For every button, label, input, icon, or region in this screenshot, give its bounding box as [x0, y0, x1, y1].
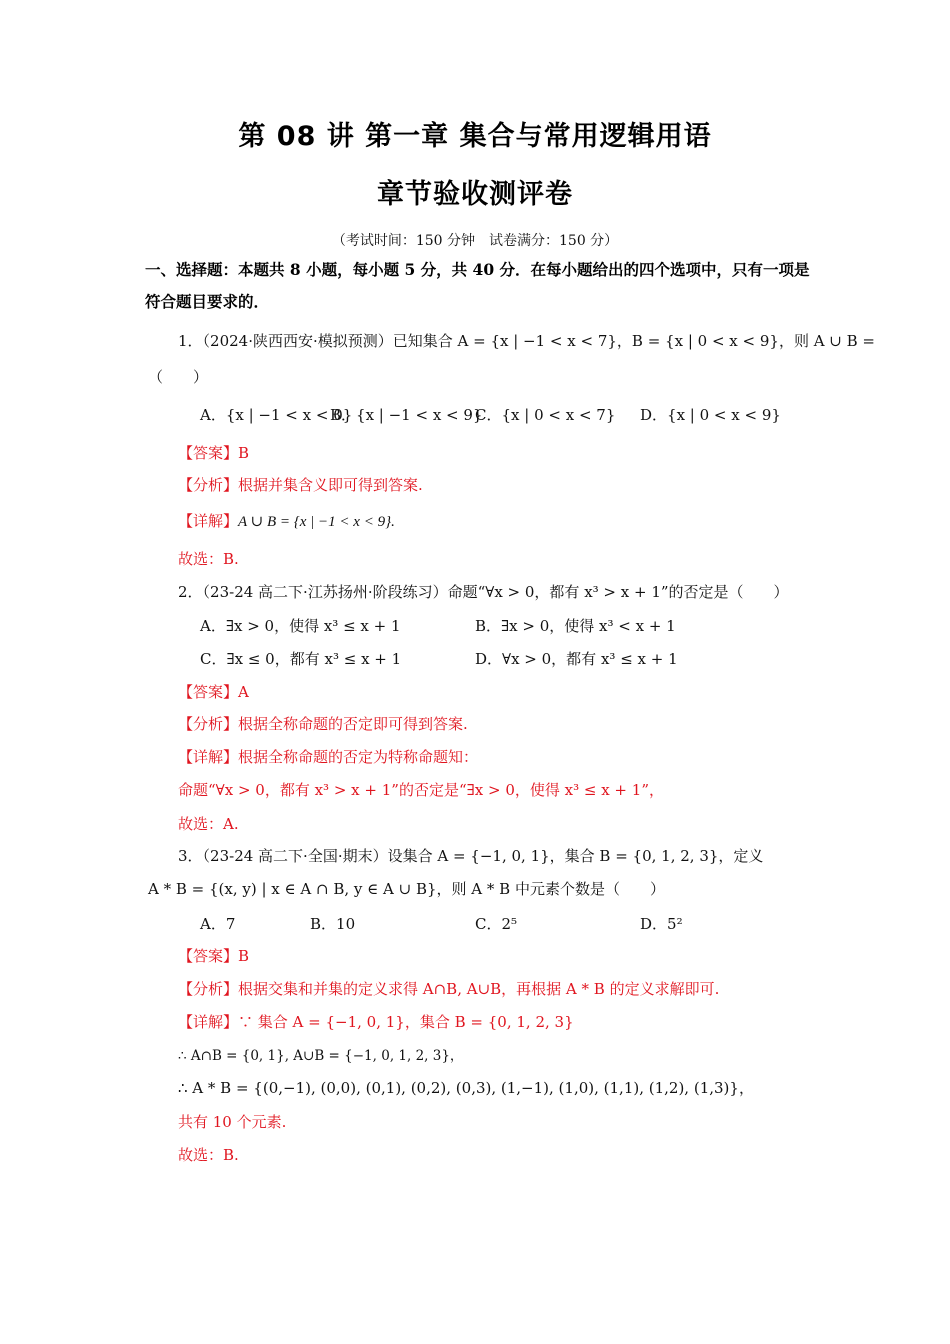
q1-option-b: B．{x | −1 < x < 9}: [330, 406, 483, 424]
q1-option-a: A．{x | −1 < x < 0}: [200, 406, 353, 424]
q2-stem: 2．（23-24 高二下·江苏扬州·阶段练习）命题“∀x > 0，都有 x³ > x + 1”的否定是（ ）: [178, 583, 789, 601]
q2-analysis: [178, 713, 468, 734]
q1-paren: （ ）: [148, 368, 209, 386]
q3-option-a: A．7: [200, 915, 236, 933]
answer-tag: 【答案】: [178, 444, 239, 462]
detail-tag: 【详解】: [178, 1013, 239, 1031]
q2-option-c: C．∃x ≤ 0，都有 x³ ≤ x + 1: [200, 650, 402, 668]
answer-tag: 【答案】: [178, 683, 239, 701]
q2-detail-line-2: 命题“∀x > 0，都有 x³ > x + 1”的否定是“∃x > 0，使得 x³ ≤ x + 1”，: [178, 781, 664, 799]
q3-detail-line-b: ∴ A * B = {(0,−1), (0,0), (0,1), (0,2), (0,3), (1,−1), (1,0), (1,1), (1,2), (1,3)}，: [178, 1079, 754, 1097]
answer-value: B: [238, 947, 250, 965]
page-title: 第 08 讲 第一章 集合与常用逻辑用语: [238, 121, 712, 152]
q3-option-b: B．10: [310, 915, 356, 933]
q2-option-d: D．∀x > 0，都有 x³ ≤ x + 1: [475, 650, 678, 668]
q3-stem: 3．（23-24 高二下·全国·期末）设集合 A = {−1, 0, 1}，集合 B = {0, 1, 2, 3}，定义: [178, 847, 764, 865]
q1-detail: [178, 510, 395, 531]
q2-choice: 故选：A.: [178, 815, 239, 833]
q3-detail-line-c: 共有 10 个元素.: [178, 1113, 287, 1131]
q1-choice: 故选：B.: [178, 550, 239, 568]
q3-detail: [178, 1011, 574, 1032]
q1-answer: [178, 442, 249, 463]
analysis-tag: 【分析】: [178, 980, 239, 998]
q3-stem-line-2: A * B = {(x, y) | x ∈ A ∩ B, y ∈ A ∪ B}，则 A * B 中元素个数是（ ）: [148, 880, 665, 898]
detail-text: 根据全称命题的否定为特称命题知：: [238, 748, 479, 766]
q2-answer: [178, 681, 249, 702]
answer-tag: 【答案】: [178, 947, 239, 965]
q2-option-b: B．∃x > 0，使得 x³ < x + 1: [475, 617, 676, 635]
detail-tag: 【详解】: [178, 748, 239, 766]
q3-option-d: D．5²: [640, 915, 683, 933]
q3-choice: 故选：B.: [178, 1146, 239, 1164]
q2-option-a: A．∃x > 0，使得 x³ ≤ x + 1: [200, 617, 401, 635]
detail-text: ∵ 集合 A = {−1, 0, 1}，集合 B = {0, 1, 2, 3}: [238, 1013, 574, 1031]
exam-meta: （考试时间：150 分钟 试卷满分：150 分）: [331, 233, 619, 249]
q2-detail: [178, 746, 478, 767]
section-heading: 一、选择题：本题共 8 小题，每小题 5 分，共 40 分．在每小题给出的四个选项中，只有一项是符合题目要求的．: [145, 260, 810, 311]
detail-text: A ∪ B = {x | −1 < x < 9}.: [238, 514, 395, 530]
q3-analysis: [178, 978, 719, 999]
answer-value: B: [238, 444, 250, 462]
q1-option-d: D．{x | 0 < x < 9}: [640, 406, 781, 424]
q1-option-c: C．{x | 0 < x < 7}: [475, 406, 616, 424]
q3-detail-line-a: ∴ A∩B = {0, 1}, A∪B = {−1, 0, 1, 2, 3}，: [178, 1048, 464, 1064]
q1-stem: 1．（2024·陕西西安·模拟预测）已知集合 A = {x | −1 < x < 7}，B = {x | 0 < x < 9}，则 A ∪ B =: [178, 332, 876, 350]
analysis-text: 根据并集含义即可得到答案.: [238, 476, 423, 494]
detail-tag: 【详解】: [178, 512, 239, 530]
answer-value: A: [238, 683, 249, 701]
q3-option-c: C．2⁵: [475, 915, 518, 933]
analysis-tag: 【分析】: [178, 476, 239, 494]
q3-answer: [178, 945, 249, 966]
analysis-tag: 【分析】: [178, 715, 239, 733]
analysis-text: 根据交集和并集的定义求得 A∩B, A∪B，再根据 A * B 的定义求解即可.: [238, 980, 720, 998]
analysis-text: 根据全称命题的否定即可得到答案.: [238, 715, 468, 733]
q1-analysis: [178, 474, 423, 495]
page-subtitle: 章节验收测评卷: [377, 179, 573, 210]
